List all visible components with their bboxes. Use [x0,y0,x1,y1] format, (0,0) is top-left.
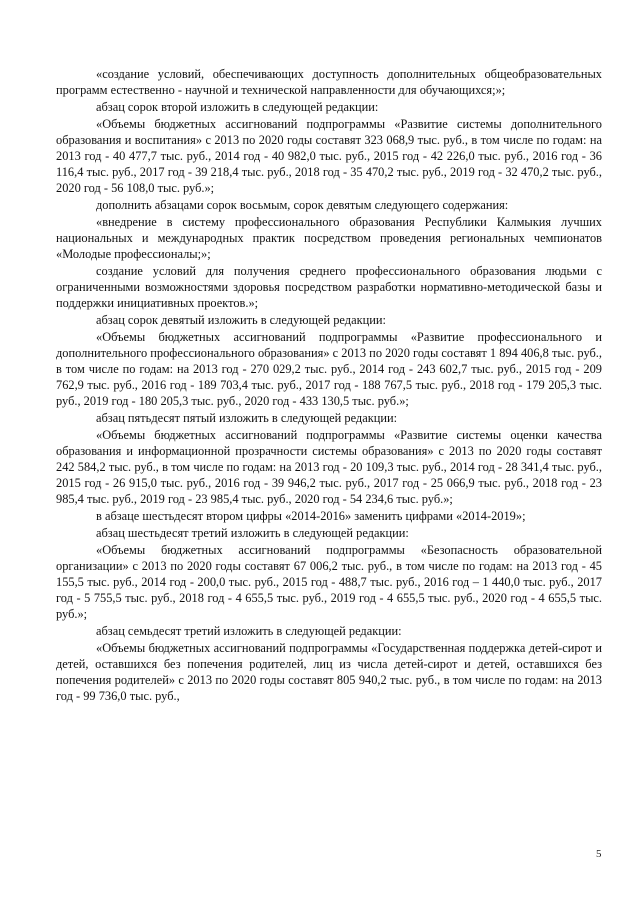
paragraph-1: «создание условий, обеспечивающих доступность дополнительных общеобразовательных программ естественно - научной и технической направленности для обучающихся;»; [56,67,602,97]
paragraph-4: дополнить абзацами сорок восьмым, сорок девятым следующего содержания: [96,198,509,212]
paragraph-3: «Объемы бюджетных ассигнований подпрограммы «Развитие системы дополнительного образования и воспитания» с 2013 по 2020 годы составят 323 068,9 тыс. руб., в том числе по годам: на 2013 год - 40 477,7 тыс. руб., 2014 год - 40 982,0 тыс. руб., 2015 год - 42 226,0 тыс. руб., 2016 год - 36 116,4 тыс. руб., 2017 год - 39 218,4 тыс. руб., 2018 год - 35 470,2 тыс. руб., 2019 год - 32 470,2 тыс. руб., 2020 год - 56 108,0 тыс. руб.»; [56,117,602,195]
page-number: 5 [596,848,602,860]
paragraph-13: «Объемы бюджетных ассигнований подпрограммы «Безопасность образовательной организации» с 2013 по 2020 годы составят 67 006,2 тыс. руб., в том числе по годам: на 2013 год - 45 155,5 тыс. руб., 2014 год - 200,0 тыс. руб., 2015 год - 488,7 тыс. руб., 2016 год – 1 440,0 тыс. руб., 2017 год - 5 755,5 тыс. руб., 2018 год - 4 655,5 тыс. руб., 2019 год - 4 655,5 тыс. руб., 2020 год - 4 655,5 тыс. руб.»; [56,543,602,621]
paragraph-9: абзац пятьдесят пятый изложить в следующей редакции: [96,411,398,425]
paragraph-12: абзац шестьдесят третий изложить в следующей редакции: [96,526,409,540]
paragraph-11: в абзаце шестьдесят втором цифры «2014-2016» заменить цифрами «2014-2019»; [96,509,526,523]
paragraph-7: абзац сорок девятый изложить в следующей редакции: [96,313,386,327]
paragraph-5: «внедрение в систему профессионального образования Республики Калмыкия лучших национальных и международных практик посредством проведения региональных чемпионатов «Молодые профессионалы;»; [56,215,602,261]
paragraph-15: «Объемы бюджетных ассигнований подпрограммы «Государственная поддержка детей-сирот и детей, оставшихся без попечения родителей, лиц из числа детей-сирот и детей, оставшихся без попечения родителей» с 2013 по 2020 годы составят 805 940,2 тыс. руб., в том числе по годам: на 2013 год - 99 736,0 тыс. руб., [56,641,602,703]
paragraph-14: абзац семьдесят третий изложить в следующей редакции: [96,624,402,638]
paragraph-8: «Объемы бюджетных ассигнований подпрограммы «Развитие профессионального и дополнительного профессионального образования» с 2013 по 2020 годы составят 1 894 406,8 тыс. руб., в том числе по годам: на 2013 год - 270 029,2 тыс. руб., 2014 год - 243 602,7 тыс. руб., 2015 год - 209 762,9 тыс. руб., 2016 год - 189 703,4 тыс. руб., 2017 год - 188 767,5 тыс. руб., 2018 год - 179 205,3 тыс. руб., 2019 год - 180 205,3 тыс. руб., 2020 год - 433 130,5 тыс. руб.»; [56,330,602,408]
paragraph-2: абзац сорок второй изложить в следующей редакции: [96,100,379,114]
paragraph-6: создание условий для получения среднего профессионального образования людьми с ограниченными возможностями здоровья посредством разработки нормативно-методической базы и поддержки инициативных проектов.»; [56,264,602,310]
document-body [56,66,602,704]
paragraph-10: «Объемы бюджетных ассигнований подпрограммы «Развитие системы оценки качества образования и информационной прозрачности системы образования» с 2013 по 2020 годы составят 242 584,2 тыс. руб., в том числе по годам: на 2013 год - 20 109,3 тыс. руб., 2014 год - 28 341,4 тыс. руб., 2015 год - 26 915,0 тыс. руб., 2016 год - 39 946,2 тыс. руб., 2017 год - 25 066,9 тыс. руб., 2018 год - 23 985,4 тыс. руб., 2019 год - 23 985,4 тыс. руб., 2020 год - 54 234,6 тыс. руб.»; [56,428,602,506]
